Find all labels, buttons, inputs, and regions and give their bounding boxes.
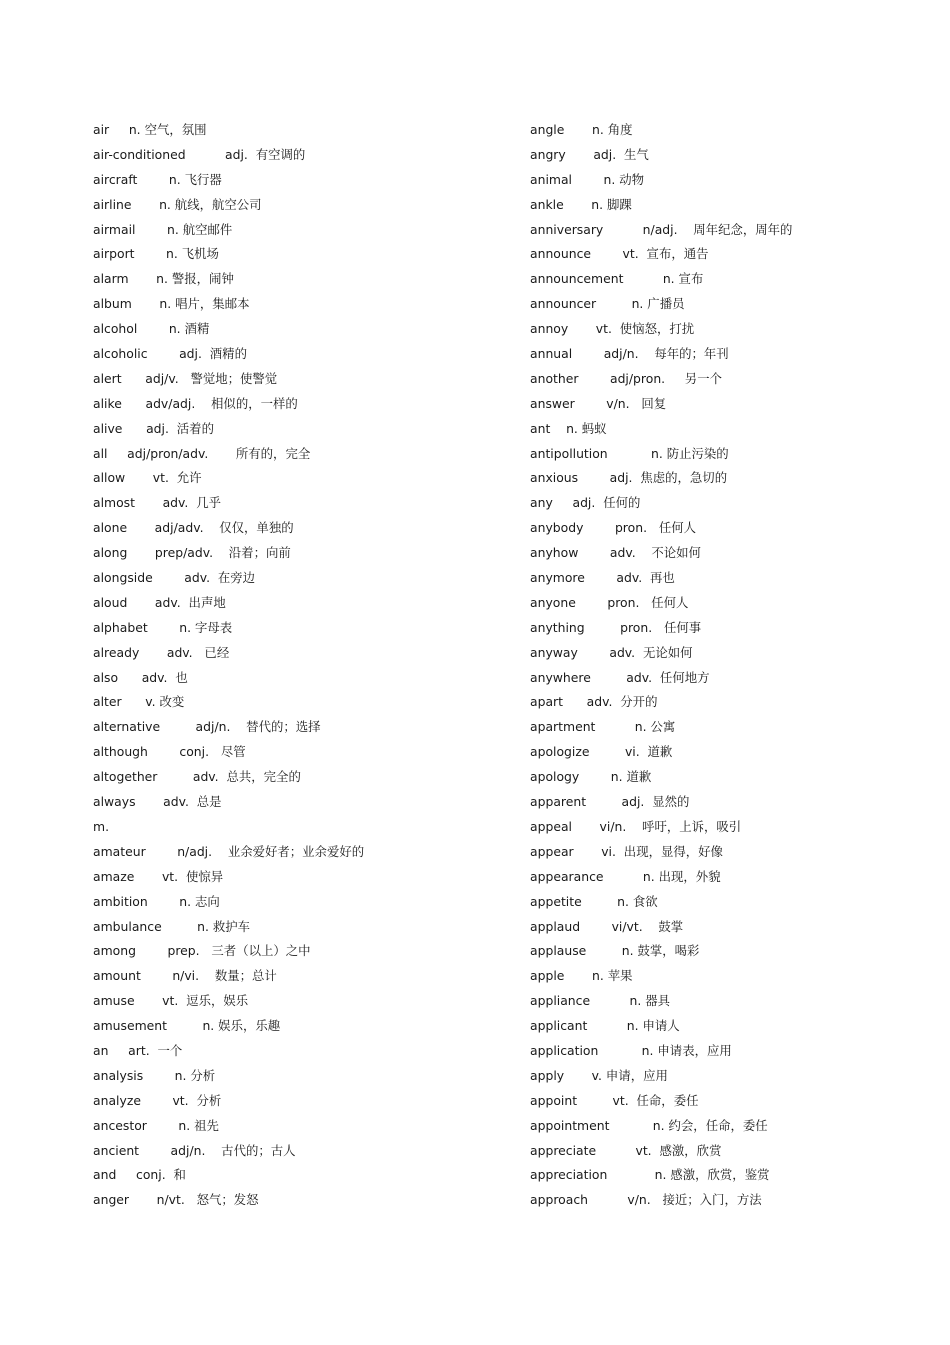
vocab-entry	[530, 343, 792, 368]
vocab-definition: n. 飞行器	[137, 171, 222, 187]
vocab-entry	[530, 1140, 792, 1165]
vocab-entry	[530, 219, 792, 244]
vocab-entry	[530, 1040, 792, 1065]
vocab-entry	[530, 791, 792, 816]
vocab-word: all	[93, 445, 108, 461]
vocab-entry	[93, 891, 364, 916]
vocab-definition: adj. 焦虑的，急切的	[578, 470, 728, 486]
vocab-entry	[530, 940, 792, 965]
vocab-definition: adj. 活着的	[122, 420, 214, 436]
vocab-entry	[93, 1115, 364, 1140]
vocab-entry	[530, 1090, 792, 1115]
vocab-definition: n. 航空邮件	[135, 221, 233, 237]
vocab-word: appreciate	[530, 1142, 597, 1158]
vocabulary-column-left	[93, 119, 364, 1214]
vocab-word: alert	[93, 370, 122, 386]
vocab-entry	[93, 1040, 364, 1065]
vocab-definition: vt. 逗乐，娱乐	[134, 993, 249, 1009]
vocab-word: angle	[530, 122, 565, 137]
vocab-word: animal	[530, 171, 572, 187]
vocab-entry	[530, 1164, 792, 1189]
vocab-word: ambulance	[93, 918, 162, 934]
vocab-word: apologize	[530, 744, 590, 760]
vocab-word: anything	[530, 619, 585, 635]
vocab-entry	[93, 592, 364, 617]
vocab-word: anybody	[530, 520, 584, 536]
vocab-definition: n. 申请表，应用	[598, 1042, 732, 1058]
vocab-word: ambition	[93, 893, 148, 909]
vocab-definition: adv. 不论如何	[578, 545, 701, 561]
vocab-entry	[530, 268, 792, 293]
vocab-definition: adv. 分开的	[563, 694, 658, 710]
vocab-entry	[93, 965, 364, 990]
vocab-word: although	[93, 744, 148, 760]
vocab-entry	[530, 368, 792, 393]
vocab-entry	[530, 990, 792, 1015]
vocab-entry	[93, 467, 364, 492]
vocab-word: amount	[93, 968, 141, 984]
vocab-definition: vt. 使惊异	[134, 868, 224, 884]
vocab-word: alcohol	[93, 321, 138, 337]
vocab-entry	[93, 816, 364, 841]
vocab-entry	[530, 592, 792, 617]
vocab-definition: n. 脚踝	[563, 196, 632, 212]
vocab-word: almost	[93, 495, 135, 511]
vocab-definition: adj. 任何的	[552, 495, 641, 511]
vocab-definition: adv. 已经	[139, 644, 230, 660]
vocab-definition: adj/n. 每年的；年刊	[572, 346, 729, 362]
vocab-definition: art. 一个	[108, 1042, 183, 1058]
vocab-definition: n. 防止污染的	[607, 445, 729, 461]
vocabulary-column-right	[530, 119, 792, 1214]
vocab-word: alcoholic	[93, 346, 148, 362]
vocab-word: among	[93, 943, 136, 959]
vocab-entry	[530, 1015, 792, 1040]
vocab-definition: conj. 和	[116, 1167, 186, 1183]
vocab-entry	[93, 741, 364, 766]
vocab-entry	[93, 119, 364, 144]
vocab-word: aloud	[93, 594, 128, 610]
vocab-word: analyze	[93, 1092, 141, 1108]
vocab-entry	[93, 219, 364, 244]
vocab-word: amusement	[93, 1018, 167, 1034]
vocab-definition: adv. 无论如何	[577, 644, 693, 660]
vocab-definition: n/vi. 数量；总计	[140, 968, 277, 984]
vocab-word: announce	[530, 246, 592, 262]
vocab-entry	[530, 866, 792, 891]
vocab-definition: vt. 感激，欣赏	[596, 1142, 722, 1158]
vocab-entry	[93, 667, 364, 692]
vocab-definition: n. 娱乐，乐趣	[167, 1018, 281, 1034]
vocab-entry	[93, 940, 364, 965]
vocab-entry	[93, 368, 364, 393]
vocab-definition: n. 志向	[147, 893, 220, 909]
vocab-word: anywhere	[530, 669, 591, 685]
vocab-definition: prep. 三者（以上）之中	[135, 943, 311, 959]
vocab-entry	[93, 1164, 364, 1189]
vocab-definition: n. 字母表	[147, 619, 233, 635]
vocab-entry	[93, 791, 364, 816]
vocab-entry	[530, 816, 792, 841]
vocab-word: amuse	[93, 993, 135, 1009]
vocab-entry	[530, 517, 792, 542]
vocab-definition: v/n. 接近；入门，方法	[587, 1192, 762, 1208]
vocab-definition: vt. 使恼怒，打扰	[568, 321, 695, 337]
vocab-entry	[530, 1065, 792, 1090]
vocab-definition: n. 出现，外貌	[603, 868, 721, 884]
vocab-definition: n. 动物	[572, 171, 645, 187]
vocab-definition: pron. 任何事	[584, 619, 702, 635]
vocab-definition: adj/v. 警觉地；使警觉	[121, 370, 278, 386]
vocab-word: air	[93, 122, 110, 137]
vocab-entry	[93, 1090, 364, 1115]
vocab-word: appearance	[530, 868, 604, 884]
vocab-definition: n. 警报，闹钟	[128, 271, 234, 287]
vocab-entry	[530, 443, 792, 468]
vocab-entry	[530, 243, 792, 268]
vocab-word: album	[93, 296, 132, 312]
vocab-entry	[530, 467, 792, 492]
vocab-entry	[93, 169, 364, 194]
vocab-entry	[530, 293, 792, 318]
vocab-word: amaze	[93, 868, 135, 884]
vocab-word: anymore	[530, 570, 585, 586]
vocab-entry	[530, 617, 792, 642]
vocab-definition: adv. 再也	[584, 570, 675, 586]
vocab-definition: adv. 总共，完全的	[157, 769, 301, 785]
vocab-definition: adj. 酒精的	[147, 346, 247, 362]
vocab-entry	[530, 716, 792, 741]
vocab-word: appointment	[530, 1117, 610, 1133]
vocab-word: alter	[93, 694, 122, 710]
vocab-word: applause	[530, 943, 587, 959]
vocab-entry	[530, 144, 792, 169]
vocab-word: analysis	[93, 1067, 144, 1083]
vocab-definition: n. 角度	[564, 122, 633, 137]
vocab-definition: n. 申请人	[587, 1018, 680, 1034]
vocab-definition: vt. 宣布，通告	[591, 246, 709, 262]
vocab-entry	[93, 691, 364, 716]
vocab-definition: adj. 有空调的	[185, 146, 306, 162]
vocab-word: another	[530, 370, 579, 386]
vocab-word: apart	[530, 694, 564, 710]
vocab-word: alongside	[93, 570, 153, 586]
vocab-definition: n. 酒精	[137, 321, 210, 337]
vocab-word: anger	[93, 1192, 130, 1208]
vocab-word: annual	[530, 346, 573, 362]
vocab-definition: adj. 生气	[565, 146, 649, 162]
vocab-word: alternative	[93, 719, 161, 735]
vocab-definition: n. 公寓	[595, 719, 676, 735]
vocab-definition: n. 鼓掌，喝彩	[586, 943, 700, 959]
vocab-entry	[530, 642, 792, 667]
vocab-definition: adv. 几乎	[135, 495, 221, 511]
vocab-word: airmail	[93, 221, 136, 237]
vocab-definition: v. 改变	[121, 694, 185, 710]
vocab-word: amateur	[93, 843, 146, 859]
vocab-entry	[530, 916, 792, 941]
vocab-entry	[93, 268, 364, 293]
vocab-word: anniversary	[530, 221, 604, 237]
vocab-word: an	[93, 1042, 109, 1058]
vocab-definition: adv. 任何地方	[590, 669, 710, 685]
vocab-definition: pron. 任何人	[575, 594, 689, 610]
vocab-word: and	[93, 1167, 117, 1183]
vocab-entry	[530, 691, 792, 716]
vocab-entry	[93, 866, 364, 891]
vocab-word: appear	[530, 843, 574, 859]
vocab-word: ancestor	[93, 1117, 147, 1133]
vocab-word: airline	[93, 196, 132, 212]
vocab-word: aircraft	[93, 171, 138, 187]
vocab-entry	[530, 418, 792, 443]
vocab-word: also	[93, 669, 119, 685]
vocab-definition: adv. 总是	[135, 794, 222, 810]
vocab-definition: n. 食欲	[581, 893, 658, 909]
vocab-entry	[530, 169, 792, 194]
vocab-definition: n. 飞机场	[134, 246, 219, 262]
vocab-word: application	[530, 1042, 599, 1058]
vocab-definition: vt. 允许	[125, 470, 202, 486]
vocab-definition: vi/vt. 鼓掌	[580, 918, 684, 934]
vocab-definition: n. 宣布	[623, 271, 704, 287]
vocab-definition: vt. 任命，委任	[577, 1092, 699, 1108]
vocab-definition: prep/adv. 沿着；向前	[127, 545, 291, 561]
vocab-entry	[93, 393, 364, 418]
vocab-word: appliance	[530, 993, 591, 1009]
vocab-entry	[530, 567, 792, 592]
vocab-definition: n/adj. 周年纪念，周年的	[603, 221, 793, 237]
vocab-definition: n. 器具	[590, 993, 670, 1009]
vocab-entry	[530, 194, 792, 219]
vocab-entry	[530, 667, 792, 692]
vocab-definition: vi. 出现，显得，好像	[573, 843, 723, 859]
vocab-word: allow	[93, 470, 126, 486]
vocab-entry	[93, 542, 364, 567]
vocab-definition: n. 分析	[143, 1067, 216, 1083]
vocab-entry	[93, 990, 364, 1015]
vocab-entry	[530, 542, 792, 567]
vocab-word: appoint	[530, 1092, 578, 1108]
vocab-definition: n/adj. 业余爱好者；业余爱好的	[145, 843, 365, 859]
vocab-word: ant	[530, 420, 551, 436]
vocab-word: approach	[530, 1192, 588, 1208]
vocab-definition: adv/adj. 相似的，一样的	[121, 395, 298, 411]
vocab-entry	[530, 891, 792, 916]
vocab-definition: n/vt. 怒气；发怒	[129, 1192, 259, 1208]
vocab-entry	[93, 1189, 364, 1214]
vocab-word: any	[530, 495, 553, 511]
vocab-entry	[530, 492, 792, 517]
vocab-definition: adj/pron/adv. 所有的，完全	[107, 445, 311, 461]
vocab-word: ancient	[93, 1142, 140, 1158]
vocab-definition: n. 空气，氛围	[109, 122, 207, 137]
vocab-word: apartment	[530, 719, 596, 735]
vocab-word: apple	[530, 968, 565, 984]
vocab-definition: n. 广播员	[596, 296, 685, 312]
vocab-entry	[93, 841, 364, 866]
vocab-word: apply	[530, 1067, 565, 1083]
vocab-entry	[93, 194, 364, 219]
vocab-entry	[530, 741, 792, 766]
vocab-entry	[530, 393, 792, 418]
vocab-definition: n. 祖先	[146, 1117, 219, 1133]
vocab-entry	[93, 916, 364, 941]
vocab-definition: adv. 出声地	[127, 594, 226, 610]
vocab-word: alone	[93, 520, 128, 536]
vocab-word: alphabet	[93, 619, 148, 635]
vocab-definition: n. 约会，任命，委任	[609, 1117, 768, 1133]
vocab-entry	[93, 642, 364, 667]
vocab-word: announcer	[530, 296, 597, 312]
vocab-word: m.	[93, 818, 110, 834]
vocab-word: appeal	[530, 818, 572, 834]
vocab-word: along	[93, 545, 128, 561]
vocab-definition: adj/pron. 另一个	[578, 370, 722, 386]
vocab-definition: adv. 在旁边	[152, 570, 256, 586]
vocab-word: appreciation	[530, 1167, 608, 1183]
vocab-definition: conj. 尽管	[147, 744, 246, 760]
vocab-word: apparent	[530, 794, 587, 810]
vocab-definition: adj/n. 古代的；古人	[139, 1142, 296, 1158]
vocab-word: angry	[530, 146, 566, 162]
vocab-entry	[93, 492, 364, 517]
vocab-word: airport	[93, 246, 135, 262]
vocab-definition: v. 申请，应用	[564, 1067, 668, 1083]
vocab-entry	[530, 318, 792, 343]
vocab-entry	[93, 293, 364, 318]
vocab-entry	[93, 243, 364, 268]
vocab-word: air-conditioned	[93, 146, 186, 162]
vocab-word: antipollution	[530, 445, 608, 461]
vocab-entry	[93, 716, 364, 741]
vocab-word: appetite	[530, 893, 582, 909]
vocab-definition: vi/n. 呼吁，上诉，吸引	[571, 818, 742, 834]
vocab-entry	[93, 567, 364, 592]
vocab-word: annoy	[530, 321, 569, 337]
vocab-definition: n. 苹果	[564, 968, 633, 984]
vocab-word: alarm	[93, 271, 129, 287]
vocab-entry	[93, 144, 364, 169]
vocab-entry	[530, 841, 792, 866]
vocab-definition: n. 感激，欣赏，鉴赏	[607, 1167, 770, 1183]
vocab-definition: vt. 分析	[140, 1092, 222, 1108]
vocab-entry	[93, 766, 364, 791]
vocab-definition: adj/n. 替代的；选择	[160, 719, 321, 735]
vocab-word: applicant	[530, 1018, 588, 1034]
vocab-entry	[93, 443, 364, 468]
vocab-definition: n. 唱片，集邮本	[131, 296, 250, 312]
vocab-word: apology	[530, 769, 580, 785]
vocab-definition: n. 救护车	[161, 918, 251, 934]
vocab-entry	[93, 418, 364, 443]
vocab-entry	[93, 1015, 364, 1040]
vocab-word: alike	[93, 395, 122, 411]
vocab-definition: vi. 道歉	[589, 744, 673, 760]
vocab-entry	[530, 766, 792, 791]
vocab-word: anyone	[530, 594, 576, 610]
vocab-definition: n. 道歉	[579, 769, 652, 785]
vocab-entry	[93, 1065, 364, 1090]
vocab-entry	[93, 318, 364, 343]
vocab-definition: n. 蚂蚁	[550, 420, 607, 436]
vocab-definition: adj/adv. 仅仅，单独的	[127, 520, 294, 536]
vocab-entry	[93, 617, 364, 642]
vocab-definition: pron. 任何人	[583, 520, 696, 536]
vocab-word: already	[93, 644, 140, 660]
vocab-word: always	[93, 794, 136, 810]
vocab-entry	[530, 965, 792, 990]
vocab-word: alive	[93, 420, 123, 436]
vocab-definition: n. 航线，航空公司	[131, 196, 262, 212]
vocab-definition: v/n. 回复	[574, 395, 667, 411]
vocab-word: ankle	[530, 196, 564, 212]
vocab-entry	[93, 343, 364, 368]
vocab-word: anyway	[530, 644, 578, 660]
vocab-word: applaud	[530, 918, 581, 934]
vocab-word: altogether	[93, 769, 158, 785]
vocab-entry	[530, 119, 792, 144]
vocab-word: anxious	[530, 470, 579, 486]
vocab-entry	[530, 1115, 792, 1140]
vocab-word: answer	[530, 395, 575, 411]
vocab-definition: adj. 显然的	[586, 794, 690, 810]
vocab-word: announcement	[530, 271, 624, 287]
vocab-definition: adv. 也	[118, 669, 188, 685]
vocab-entry	[93, 517, 364, 542]
vocab-word: anyhow	[530, 545, 579, 561]
vocab-entry	[530, 1189, 792, 1214]
vocab-entry	[93, 1140, 364, 1165]
